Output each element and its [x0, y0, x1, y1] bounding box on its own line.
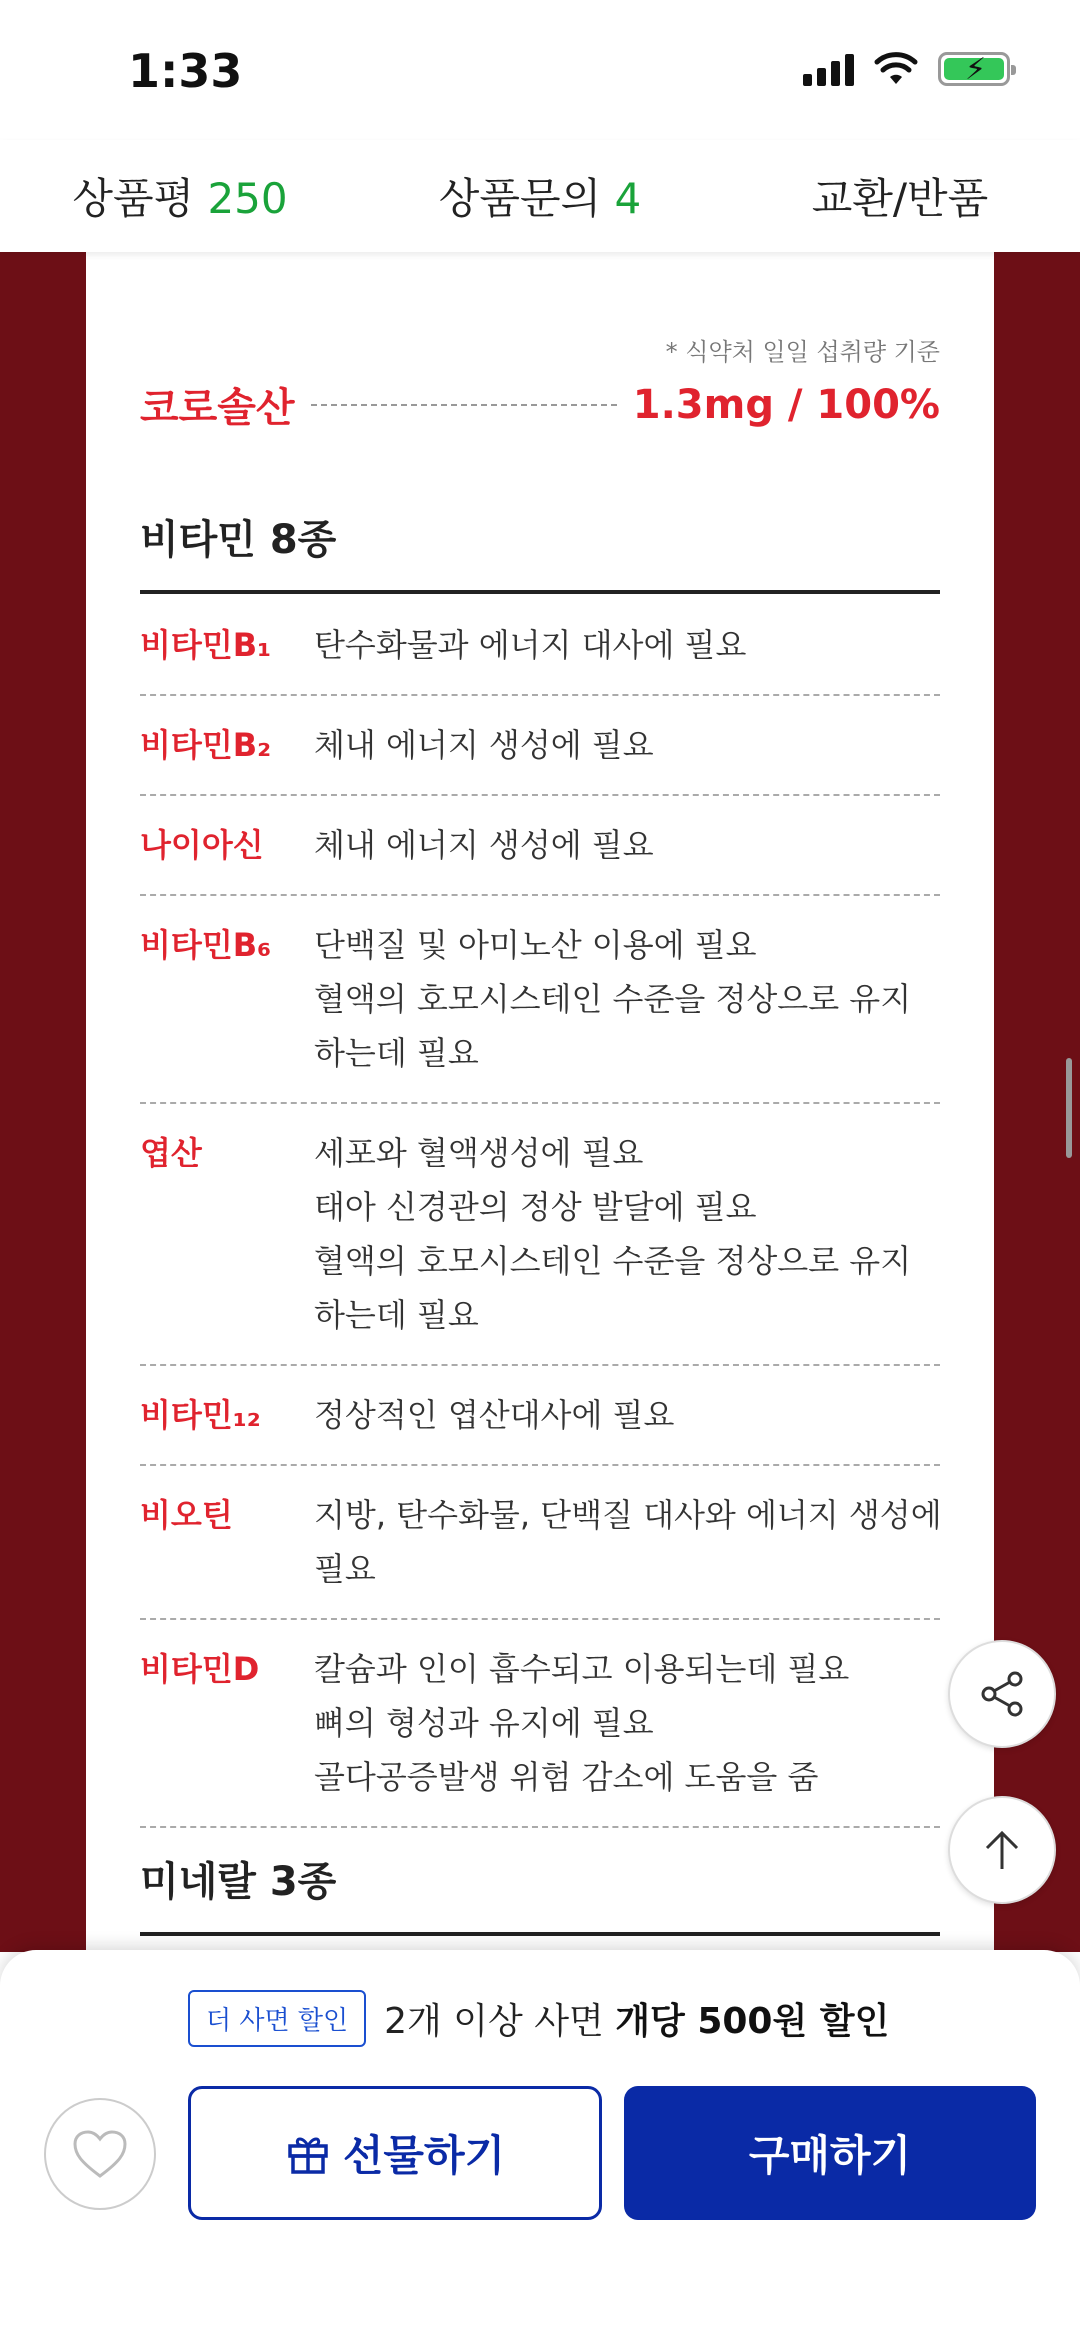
nutrient-row: [140, 1466, 940, 1620]
vitamins-section-rule: [140, 590, 940, 594]
minerals-section-rule: [140, 1932, 940, 1936]
heart-icon: [71, 2128, 129, 2180]
product-tab-bar: [0, 140, 1080, 252]
buy-button[interactable]: [624, 2086, 1036, 2220]
nutrient-description-line: 단백질 및 아미노산 이용에 필요: [314, 926, 757, 964]
nutrient-description: [314, 918, 940, 1080]
scroll-top-button[interactable]: [948, 1796, 1056, 1904]
nutrient-row: [140, 596, 940, 696]
daily-intake-note: * 식약처 일일 섭취량 기준: [665, 338, 940, 366]
nutrient-description-line: 태아 신경관의 정상 발달에 필요: [314, 1188, 757, 1226]
highlight-name: 코로솔산: [140, 385, 295, 431]
nutrient-name: 비타민B₂: [140, 726, 272, 764]
nutrient-description-line: 혈액의 호모시스테인 수준을 정상으로 유지: [314, 980, 912, 1018]
tab-reviews[interactable]: [0, 166, 360, 226]
battery-icon: ⚡: [938, 52, 1010, 86]
status-icons: [803, 52, 1010, 86]
wishlist-button[interactable]: [44, 2098, 156, 2210]
vitamin-list: [140, 596, 940, 1828]
nutrient-description: [314, 718, 940, 772]
nutrient-row: [140, 1366, 940, 1466]
nutrient-name: 비타민B₆: [140, 926, 272, 964]
nutrient-row: [140, 896, 940, 1104]
cellular-signal-icon: [803, 52, 854, 86]
highlight-row: [140, 376, 940, 433]
tab-exchange-return[interactable]: [720, 166, 1080, 226]
nutrient-description: [314, 818, 940, 872]
highlight-divider: [311, 404, 617, 406]
nutrient-description-line: 필요: [314, 1550, 376, 1588]
highlight-value: 1.3mg / 100%: [632, 381, 940, 428]
gift-button-label: 선물하기: [342, 2131, 506, 2180]
nutrient-description: [314, 1488, 942, 1596]
nutrient-description-line: 체내 에너지 생성에 필요: [314, 826, 654, 864]
purchase-bottom-sheet: [0, 1950, 1080, 2337]
nutrient-description-line: 골다공증발생 위험 감소에 도움을 줌: [314, 1758, 819, 1796]
nutrient-description: [314, 1642, 940, 1804]
tab-exchange-return-label: 교환/반품: [811, 174, 989, 223]
vitamins-section-title: 비타민 8종: [140, 517, 337, 563]
nutrient-description-line: 칼슘과 인이 흡수되고 이용되는데 필요: [314, 1650, 850, 1688]
nutrient-description-line: 하는데 필요: [314, 1296, 479, 1334]
nutrient-name: 나이아신: [140, 826, 264, 864]
status-time: 1:33: [128, 44, 243, 98]
tab-reviews-label: 상품평: [72, 174, 195, 223]
scrollbar[interactable]: [1066, 1058, 1072, 1158]
share-icon: [975, 1667, 1029, 1721]
nutrient-row: [140, 1104, 940, 1366]
nutrient-description-line: 하는데 필요: [314, 1034, 479, 1072]
arrow-up-icon: [977, 1825, 1027, 1875]
nutrient-name: 엽산: [140, 1134, 202, 1172]
product-detail-card: [86, 252, 994, 1952]
nutrient-description-line: 뼈의 형성과 유지에 필요: [314, 1704, 654, 1742]
nutrient-description-line: 지방, 탄수화물, 단백질 대사와 에너지 생성에: [314, 1496, 942, 1534]
nutrient-row: [140, 796, 940, 896]
nutrient-description-line: 체내 에너지 생성에 필요: [314, 726, 654, 764]
nutrient-name: 비타민B₁: [140, 626, 272, 664]
gift-icon: [285, 2130, 331, 2176]
promo-text: [384, 1993, 889, 2044]
nutrient-description-line: 탄수화물과 에너지 대사에 필요: [314, 626, 747, 664]
share-button[interactable]: [948, 1640, 1056, 1748]
tab-inquiries[interactable]: [360, 166, 720, 226]
promo-row: [188, 1990, 889, 2047]
buy-button-label: 구매하기: [748, 2131, 912, 2180]
nutrient-row: [140, 1620, 940, 1828]
tab-inquiries-label: 상품문의: [438, 174, 602, 223]
nutrient-description-line: 정상적인 엽산대사에 필요: [314, 1396, 675, 1434]
nutrient-description: [314, 1388, 940, 1442]
tab-reviews-count: 250: [207, 174, 288, 223]
promo-text-normal: 2개 이상 사면: [384, 2001, 604, 2042]
minerals-section-title: 미네랄 3종: [140, 1859, 337, 1905]
nutrient-description-line: 세포와 혈액생성에 필요: [314, 1134, 644, 1172]
promo-badge: 더 사면 할인: [188, 1990, 366, 2047]
tab-inquiries-count: 4: [614, 174, 642, 223]
nutrient-description: [314, 1126, 940, 1342]
nutrient-name: 비오틴: [140, 1496, 233, 1534]
gift-button[interactable]: [188, 2086, 602, 2220]
nutrient-name: 비타민₁₂: [140, 1396, 261, 1434]
nutrient-row: [140, 696, 940, 796]
nutrient-description: [314, 618, 940, 672]
nutrient-name: 비타민D: [140, 1650, 260, 1688]
nutrient-description-line: 혈액의 호모시스테인 수준을 정상으로 유지: [314, 1242, 912, 1280]
promo-text-bold: 개당 500원 할인: [615, 2001, 890, 2042]
wifi-icon: [874, 52, 918, 86]
status-bar: [0, 0, 1080, 140]
